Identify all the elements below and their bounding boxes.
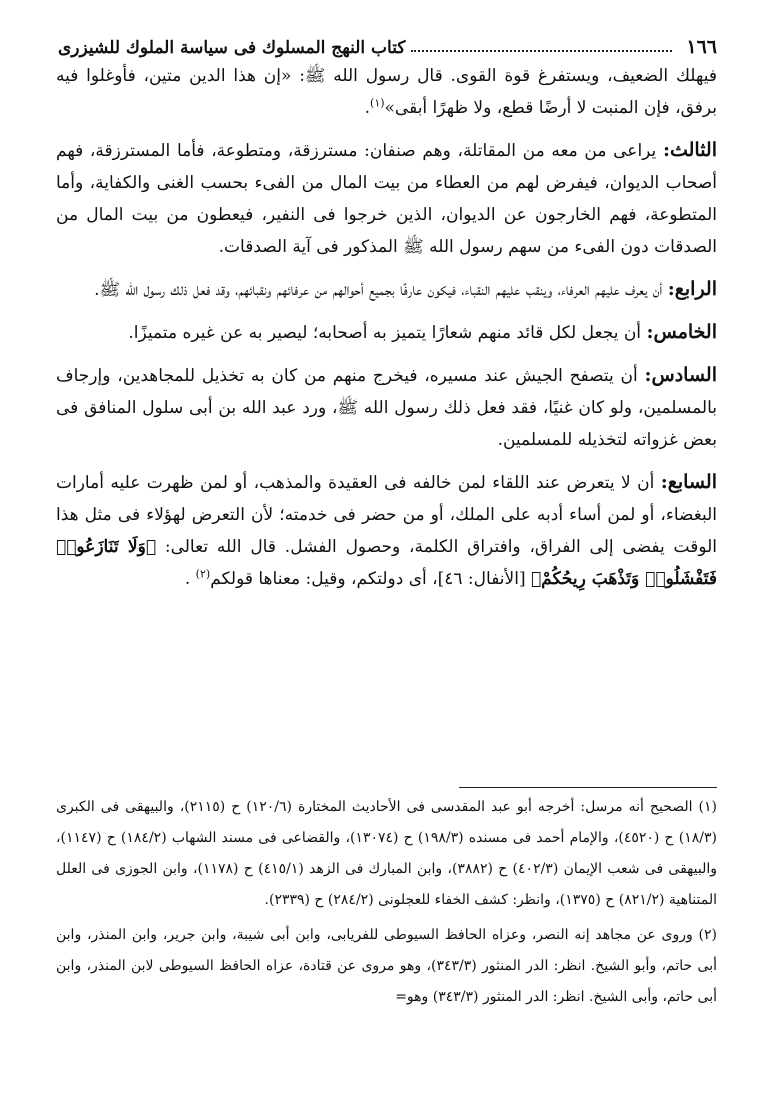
paragraph-text: أن يعرف عليهم العرفاء، وينقب عليهم النقباء، فيكون عارفًا بجميع أحوالهم من عرفائهم ونقبائهم، وقد فعل ذلك رسول الله ﷺ. <box>94 280 663 300</box>
item-label-sixth: السادس: <box>644 364 717 386</box>
paragraph-fifth <box>56 316 717 349</box>
page-number: ١٦٦ <box>686 36 717 58</box>
footnotes <box>56 792 717 1017</box>
paragraph-text: أن لا يتعرض عند اللقاء لمن خالفه فى العقيدة والمذهب، أو لمن ظهرت عليه أمارات البغضاء، أو لمن أساء أدبه على الملك، أو من حضر فى خدمته؛ لأن التعرض لهؤلاء فى مثل هذا الوقت يفضى إلى الفراق، وافتراق الكلمة، وحصول الفشل. قال الله تعالى: <box>56 473 718 557</box>
paragraph-end: . <box>364 98 371 118</box>
paragraph-third <box>56 134 717 263</box>
paragraph-seventh <box>56 466 717 595</box>
item-label-fifth: الخامس: <box>646 321 717 343</box>
footnote-ref-1[interactable]: (١) <box>370 96 385 110</box>
paragraph-text: يراعى من معه من المقاتلة، وهم صنفان: مسترزقة، ومتطوعة، فأما المسترزقة، فهم أصحاب الديوان، فيفرض لهم من العطاء من بيت المال من الفىء بحسب الغنى والكفاية، وأما المتطوعة، فهم الخارجون عن الديوان، الذين خرجوا فى النفير، فيعطون من بيت المال من الصدقات دون الفىء من سهم رسول الله ﷺ المذكور فى آية الصدقات. <box>56 141 717 257</box>
main-text <box>56 60 717 605</box>
running-header <box>58 34 717 58</box>
paragraph-text: أن يجعل لكل قائد منهم شعارًا يتميز به أصحابه؛ ليصير به عن غيره متميزًا. <box>128 323 642 343</box>
footnote-1 <box>56 792 717 916</box>
item-label-seventh: السابع: <box>660 471 717 493</box>
footnote-ref-2[interactable]: (٢) <box>195 567 211 581</box>
quran-verse: ﴿وَلَا تَنَازَعُوا۟ فَتَفْشَلُوا۟ وَتَذْهَبَ رِيحُكُمْ﴾ <box>56 537 717 589</box>
footnote-text: الصحيح أنه مرسل: أخرجه أبو عبد المقدسى فى الأحاديث المختارة (١٢٠/٦) ح (٢١١٥)، والبيهقى فى الكبرى (١٨/٣) ح (٤٥٢٠)، والإمام أحمد فى مسنده (١٩٨/٣) ح (١٣٠٧٤)، والقضاعى فى مسند الشهاب (١٨٤/٢) ح (١١٤٧)، والبيهقى فى شعب الإيمان (٤٠٢/٣) ح (٣٨٨٢)، وابن المبارك فى الزهد (٤١٥/١) ح (١١٧٨)، وابن الجوزى فى العلل المتناهية (٨٢١/٢) ح (١٣٧٥)، وانظر: كشف الخفاء للعجلونى (٢٨٤/٢) ح (٢٣٣٩). <box>56 799 717 908</box>
footnote-number: (١) <box>698 799 717 815</box>
paragraph-text: فيهلك الضعيف، ويستفرغ قوة القوى. قال رسول الله ﷺ: «إن هذا الدين متين، فأوغلوا فيه برفق، فإن المنبت لا أرضًا قطع، ولا ظهرًا أبقى» <box>56 66 717 118</box>
footnote-2 <box>56 920 717 1013</box>
footnote-number: (٢) <box>698 927 717 943</box>
paragraph-fourth <box>56 273 717 306</box>
footnote-text: وروى عن مجاهد إنه النصر، وعزاه الحافظ السيوطى للفريابى، وابن أبى شيبة، وابن جرير، وابن المنذر، وابن أبى حاتم، وأبو الشيخ. انظر: الدر المنثور (٣٤٣/٣)، وهو مروى عن قتادة، عزاه الحافظ السيوطى لابن المنذر، وابن أبى حاتم، وأبى الشيخ. انظر: الدر المنثور (٣٤٣/٣) وهو= <box>56 927 717 1005</box>
paragraph-sixth <box>56 359 717 456</box>
item-label-third: الثالث: <box>662 139 718 161</box>
item-label-fourth: الرابع: <box>667 278 717 300</box>
paragraph-continuation <box>56 60 717 124</box>
paragraph-end: . <box>184 569 191 589</box>
footnote-separator <box>459 787 717 788</box>
book-title: كتاب النهج المسلوك فى سياسة الملوك للشيزرى <box>58 38 406 58</box>
paragraph-text: أن يتصفح الجيش عند مسيره، فيخرج منهم من كان به تخذيل للمجاهدين، وإرجاف بالمسلمين، ولو كان غنيًا، فقد فعل ذلك رسول الله ﷺ، ورد عبد الله بن أبى سلول المنافق فى بعض غزواته لتخذيله للمسلمين. <box>56 366 717 450</box>
verse-citation: [الأنفال: ٤٦]، أى دولتكم، وقيل: معناها قولكم <box>210 569 526 589</box>
header-dot-leader <box>411 50 672 52</box>
